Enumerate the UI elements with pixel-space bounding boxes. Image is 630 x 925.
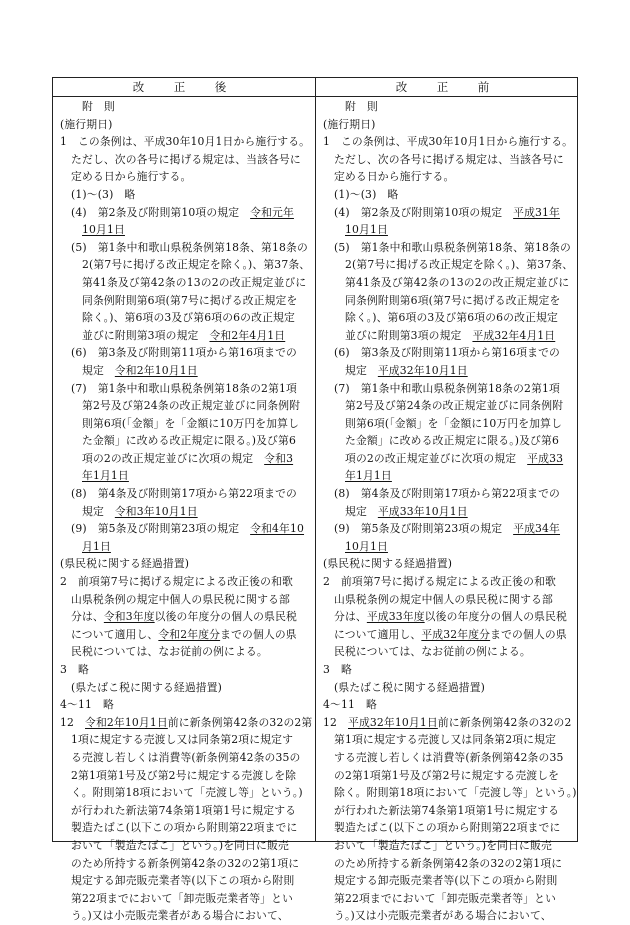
before-column: [323, 98, 575, 925]
text-line: [60, 256, 312, 274]
text-line: [323, 239, 575, 257]
line-text: 1項に規定する売渡し又は同条第2項に規定す: [71, 733, 294, 747]
text-line: [323, 661, 575, 679]
text-line: [323, 714, 575, 732]
text-line: [323, 168, 575, 186]
amended-text: 令和2年10月1日: [114, 363, 198, 377]
line-text: 則第6項(「金額」を「金額に10万円を加算し: [82, 416, 300, 430]
text-line: [323, 872, 575, 890]
line-text: 則第6項(「金額」を「金額に10万円を加算し: [345, 416, 563, 430]
text-line: [60, 626, 312, 644]
text-line: [323, 380, 575, 398]
line-text: (7) 第1条中和歌山県税条例第18条の2第1項: [334, 381, 560, 395]
text-line: [323, 133, 575, 151]
line-text: 1 この条例は、平成30年10月1日から施行する。: [323, 135, 574, 149]
amended-text: 平成31年: [513, 205, 561, 219]
text-line: [323, 116, 575, 134]
text-line: [323, 256, 575, 274]
text-line: [323, 362, 575, 380]
text-line: [323, 573, 575, 591]
line-text: ただし、次の各号に掲げる規定は、当該各号に: [334, 152, 564, 166]
line-text: 規定: [345, 363, 378, 377]
text-line: [60, 116, 312, 134]
amended-text: 平成32年4月1日: [472, 328, 556, 342]
line-text: 除く。)、第6項の3及び第6項の6の改正規定: [82, 311, 295, 325]
line-text: (6) 第3条及び附則第11項から第16項までの: [334, 346, 560, 360]
line-text: 項の2の改正規定並びに次項の規定: [345, 451, 528, 465]
amended-text: 平成33: [527, 451, 564, 465]
text-line: [60, 819, 312, 837]
line-text: 前に新条例第42条の32の2: [437, 715, 572, 729]
line-text: 3 略: [323, 663, 352, 676]
line-text: について適用し、: [71, 627, 159, 641]
text-line: [323, 503, 575, 521]
line-text: (7) 第1条中和歌山県税条例第18条の2第1項: [71, 381, 297, 395]
line-text: 第2号及び第24条の改正規定並びに同条例附: [345, 399, 564, 413]
line-text: が行われた新法第74条第1項第1号に規定する: [71, 803, 297, 817]
text-line: [60, 643, 312, 661]
text-line: [60, 696, 312, 714]
line-text: 同条例附則第6項(第7号に掲げる改正規定を: [82, 293, 298, 307]
text-line: [323, 749, 575, 767]
line-text: 山県税条例の規定中個人の県民税に関する部: [334, 592, 553, 606]
line-text: 第1項に規定する売渡し又は同条第2項に規定: [334, 733, 557, 747]
line-text: う。)又は小売販売業者がある場合において、: [334, 909, 552, 923]
text-line: [323, 802, 575, 820]
line-text: のため所持する新条例第42条の32の2第1項に: [71, 856, 300, 870]
amended-text: 令和3年10月1日: [114, 504, 198, 518]
text-line: [323, 591, 575, 609]
text-line: [60, 397, 312, 415]
text-line: [323, 292, 575, 310]
line-text: 第2号及び第24条の改正規定並びに同条例附: [82, 399, 301, 413]
line-text: る売渡し若しくは消費等(新条例第42条の35の: [71, 750, 301, 764]
line-text: 附 則: [82, 100, 115, 113]
text-line: [323, 98, 575, 116]
text-line: [323, 907, 575, 925]
text-line: [323, 467, 575, 485]
text-line: [60, 802, 312, 820]
line-text: の2第1項第1号及び第2号に規定する売渡しを: [334, 768, 560, 782]
text-line: [323, 731, 575, 749]
line-text: のため所持する新条例第42条の32の2第1項に: [334, 856, 563, 870]
amended-text: 10月1日: [345, 223, 388, 237]
line-text: (8) 第4条及び附則第17項から第22項までの: [334, 487, 560, 501]
text-line: [60, 608, 312, 626]
text-line: [60, 591, 312, 609]
line-text: (4) 第2条及び附則第10項の規定: [71, 205, 251, 219]
line-text: 第22項までにおいて「卸売販売業者等」とい: [71, 891, 294, 905]
line-text: 2(第7号に掲げる改正規定を除く。)、第37条、: [82, 258, 311, 272]
text-line: [323, 221, 575, 239]
line-text: 並びに附則第3項の規定: [82, 328, 210, 342]
line-text: までの個人の県: [220, 627, 297, 641]
line-text: 製造たばこ(以下この項から附則第22項までに: [334, 821, 561, 835]
line-text: (1)～(3) 略: [71, 187, 136, 201]
text-line: [323, 151, 575, 169]
text-line: [60, 485, 312, 503]
line-text: (施行期日): [323, 117, 376, 131]
text-line: [60, 274, 312, 292]
line-text: 規定: [345, 504, 378, 518]
line-text: 第41条及び第42条の13の2の改正規定並びに: [345, 275, 570, 289]
amended-text: 平成33年度: [366, 610, 425, 624]
text-line: [323, 309, 575, 327]
text-line: [60, 573, 312, 591]
line-text: 第22項までにおいて「卸売販売業者等」とい: [334, 891, 557, 905]
header-after: 改 正 後: [132, 80, 236, 94]
line-text: 同条例附則第6項(第7号に掲げる改正規定を: [345, 293, 561, 307]
line-text: 民税については、なお従前の例による。: [71, 645, 268, 659]
text-line: [323, 538, 575, 556]
line-text: 分は、: [71, 610, 104, 624]
line-text: (県たばこ税に関する経過措置): [71, 680, 223, 694]
amended-text: 令和2年4月1日: [209, 328, 286, 342]
text-line: [60, 432, 312, 450]
line-text: (5) 第1条中和歌山県税条例第18条、第18条の: [71, 240, 308, 254]
line-text: 定める日から施行する。: [334, 170, 455, 184]
line-text: おいて「製造たばこ」という。)を同日に販売: [334, 838, 552, 852]
line-text: 4～11 略: [323, 698, 377, 712]
line-text: 山県税条例の規定中個人の県民税に関する部: [71, 592, 290, 606]
text-line: [60, 661, 312, 679]
text-line: [60, 679, 312, 697]
text-line: [60, 415, 312, 433]
amended-text: 令和3年度: [103, 610, 155, 624]
text-line: [323, 679, 575, 697]
text-line: [60, 168, 312, 186]
line-text: 除く。附則第18項において「売渡し等」という。): [334, 786, 577, 800]
text-line: [323, 274, 575, 292]
text-line: [60, 784, 312, 802]
line-text: までの個人の県: [490, 627, 567, 641]
text-line: [60, 555, 312, 573]
text-line: [323, 767, 575, 785]
text-line: [323, 432, 575, 450]
text-line: [323, 485, 575, 503]
text-line: [60, 749, 312, 767]
text-line: [60, 151, 312, 169]
text-line: [60, 731, 312, 749]
text-line: [323, 186, 575, 204]
text-line: [323, 855, 575, 873]
amended-text: 年1月1日: [345, 469, 392, 483]
line-text: 12: [60, 715, 85, 729]
text-line: [323, 327, 575, 345]
amended-text: 令和2年度分: [158, 627, 221, 641]
header-before: 改 正 前: [395, 80, 499, 94]
line-text: 4～11 略: [60, 698, 114, 712]
column-divider: [315, 78, 316, 841]
text-line: [323, 819, 575, 837]
comparison-table: [52, 77, 578, 923]
text-line: [323, 397, 575, 415]
line-text: 2 前項第7号に掲げる規定による改正後の和歌: [323, 575, 556, 589]
text-line: [60, 133, 312, 151]
line-text: 2(第7号に掲げる改正規定を除く。)、第37条、: [345, 258, 574, 272]
line-text: た金額」に改める改正規定に限る。)及び第6: [345, 434, 559, 448]
line-text: おいて「製造たばこ」という。)を同日に販売: [71, 838, 289, 852]
text-line: [60, 186, 312, 204]
line-text: 項の2の改正規定並びに次項の規定: [82, 451, 265, 465]
text-line: [60, 344, 312, 362]
line-text: 規定: [82, 504, 115, 518]
text-line: [60, 837, 312, 855]
line-text: (6) 第3条及び附則第11項から第16項までの: [71, 346, 297, 360]
line-text: (9) 第5条及び附則第23項の規定: [334, 522, 514, 536]
line-text: について適用し、: [334, 627, 422, 641]
text-line: [323, 204, 575, 222]
amended-text: 10月1日: [345, 539, 388, 553]
line-text: 定める日から施行する。: [71, 170, 192, 184]
line-text: (県民税に関する経過措置): [323, 557, 453, 571]
text-line: [60, 907, 312, 925]
line-text: 附 則: [345, 100, 378, 113]
line-text: ただし、次の各号に掲げる規定は、当該各号に: [71, 152, 301, 166]
text-line: [60, 890, 312, 908]
text-line: [323, 626, 575, 644]
text-line: [323, 608, 575, 626]
line-text: (4) 第2条及び附則第10項の規定: [334, 205, 514, 219]
text-line: [60, 450, 312, 468]
after-column: [60, 98, 312, 925]
text-line: [60, 309, 312, 327]
text-line: [60, 714, 312, 732]
text-line: [60, 327, 312, 345]
line-text: 規定する卸売販売業者等(以下この項から附則: [71, 874, 295, 888]
text-line: [60, 239, 312, 257]
amended-text: 平成32年10月1日: [348, 715, 438, 729]
text-line: [323, 784, 575, 802]
text-line: [323, 344, 575, 362]
amended-text: 10月1日: [82, 223, 125, 237]
line-text: 2 前項第7号に掲げる規定による改正後の和歌: [60, 575, 293, 589]
line-text: 製造たばこ(以下この項から附則第22項までに: [71, 821, 298, 835]
line-text: 以後の年度分の個人の県民税: [154, 610, 297, 624]
amended-text: 平成33年10月1日: [377, 504, 468, 518]
line-text: が行われた新法第74条第1項第1号に規定する: [334, 803, 560, 817]
line-text: (9) 第5条及び附則第23項の規定: [71, 522, 251, 536]
amended-text: 平成32年10月1日: [377, 363, 468, 377]
text-line: [323, 890, 575, 908]
text-line: [60, 872, 312, 890]
text-line: [60, 362, 312, 380]
line-text: た金額」に改める改正規定に限る。)及び第6: [82, 434, 296, 448]
line-text: 除く。)、第6項の3及び第6項の6の改正規定: [345, 311, 558, 325]
amended-text: 令和元年: [250, 205, 294, 219]
line-text: (5) 第1条中和歌山県税条例第18条、第18条の: [334, 240, 571, 254]
line-text: する売渡し若しくは消費等(新条例第42条の35: [334, 750, 564, 764]
text-line: [60, 380, 312, 398]
line-text: (県たばこ税に関する経過措置): [334, 680, 486, 694]
text-line: [60, 767, 312, 785]
line-text: 以後の年度分の個人の県民税: [424, 610, 567, 624]
amended-text: 平成32年度分: [421, 627, 491, 641]
text-line: [323, 450, 575, 468]
line-text: 並びに附則第3項の規定: [345, 328, 473, 342]
line-text: (8) 第4条及び附則第17項から第22項までの: [71, 487, 297, 501]
amended-text: 年1月1日: [82, 469, 129, 483]
line-text: 12: [323, 715, 348, 729]
text-line: [323, 520, 575, 538]
amended-text: 平成34年: [513, 522, 561, 536]
text-line: [323, 696, 575, 714]
line-text: 前に新条例第42条の32の2第: [167, 715, 313, 729]
text-line: [60, 538, 312, 556]
text-line: [60, 503, 312, 521]
text-line: [60, 292, 312, 310]
amended-text: 令和3: [264, 451, 294, 465]
line-text: う。)又は小売販売業者がある場合において、: [71, 909, 289, 923]
line-text: 民税については、なお従前の例による。: [334, 645, 531, 659]
text-line: [60, 520, 312, 538]
line-text: 分は、: [334, 610, 367, 624]
text-line: [60, 855, 312, 873]
line-text: く。附則第18項において「売渡し等」という。): [71, 786, 303, 800]
line-text: (1)～(3) 略: [334, 187, 399, 201]
amended-text: 月1日: [82, 539, 111, 553]
text-line: [323, 415, 575, 433]
line-text: 1 この条例は、平成30年10月1日から施行する。: [60, 135, 311, 149]
text-line: [60, 204, 312, 222]
line-text: (県民税に関する経過措置): [60, 557, 190, 571]
text-line: [323, 643, 575, 661]
text-line: [60, 221, 312, 239]
line-text: 規定: [82, 363, 115, 377]
line-text: 3 略: [60, 663, 89, 676]
text-line: [60, 467, 312, 485]
line-text: (施行期日): [60, 117, 113, 131]
amended-text: 令和4年10: [250, 522, 305, 536]
line-text: 2第1項第1号及び第2号に規定する売渡しを除: [71, 768, 297, 782]
amended-text: 令和2年10月1日: [85, 715, 168, 729]
text-line: [60, 98, 312, 116]
text-line: [323, 555, 575, 573]
line-text: 第41条及び第42条の13の2の改正規定並びに: [82, 275, 307, 289]
line-text: 規定する卸売販売業者等(以下この項から附則: [334, 874, 558, 888]
text-line: [323, 837, 575, 855]
